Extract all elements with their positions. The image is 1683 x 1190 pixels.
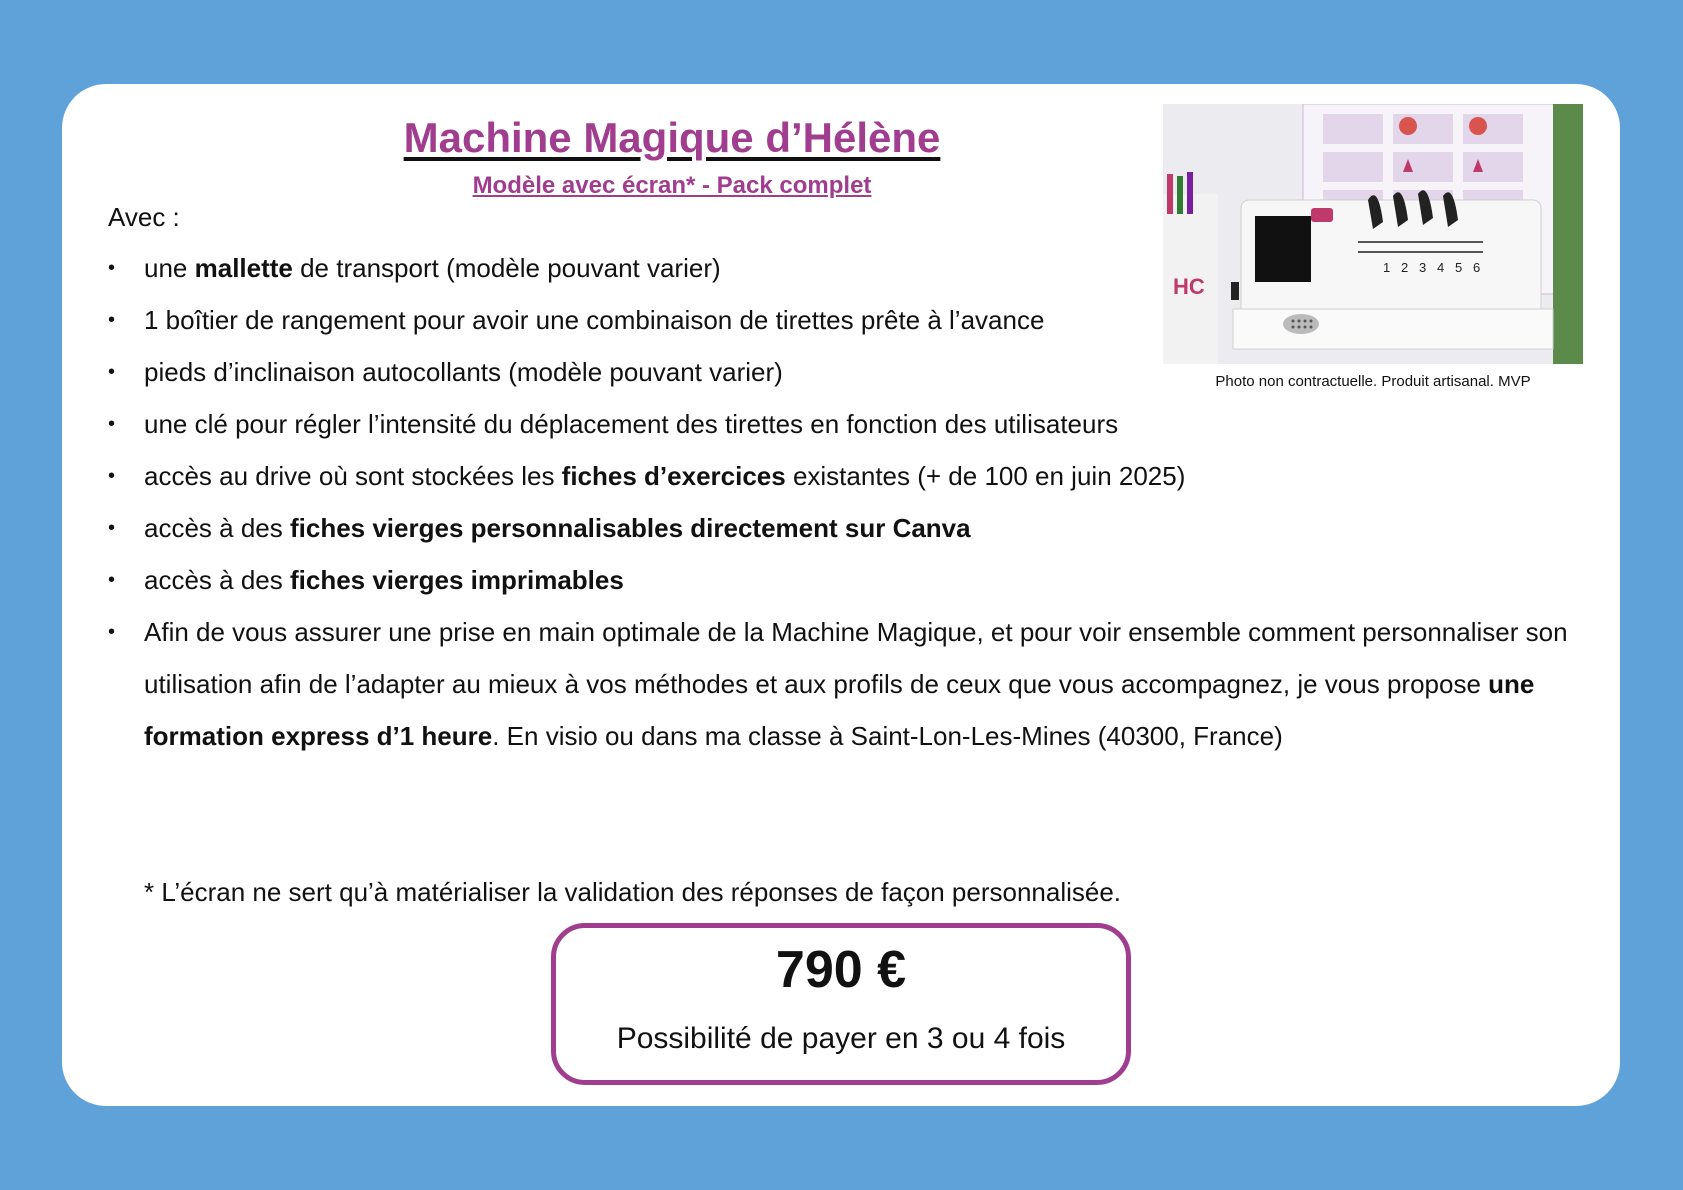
- page-subtitle: Modèle avec écran* - Pack complet: [472, 172, 872, 199]
- bullet-icon: •: [108, 465, 116, 487]
- product-photo: [1163, 104, 1583, 364]
- machine-illustration: [1163, 104, 1583, 364]
- svg-text:6: 6: [1473, 260, 1481, 275]
- bullet-icon: •: [108, 257, 116, 279]
- footnote: * L’écran ne sert qu’à matérialiser la validation des réponses de façon personnalisée.: [144, 877, 1122, 907]
- svg-text:4: 4: [1437, 260, 1445, 275]
- list-item: • 1 boîtier de rangement pour avoir une combinaison de tirettes prête à l’avance: [108, 294, 1598, 346]
- photo-caption: Photo non contractuelle. Produit artisanal. MVP: [1215, 373, 1531, 390]
- payment-option: Possibilité de payer en 3 ou 4 fois: [616, 1022, 1066, 1055]
- price-box: [551, 923, 1131, 1085]
- bullet-icon: •: [108, 361, 116, 383]
- bullet-icon: •: [108, 569, 116, 591]
- page-title: Machine Magique d’Hélène: [403, 114, 941, 161]
- list-item: • une clé pour régler l’intensité du déplacement des tirettes en fonction des utilisateurs: [108, 398, 1598, 450]
- svg-text:HC: HC: [1173, 274, 1205, 299]
- list-item: • accès à des fiches vierges personnalisables directement sur Canva: [108, 502, 1598, 554]
- bullet-icon: •: [108, 309, 116, 331]
- list-item: • pieds d’inclinaison autocollants (modèle pouvant varier): [108, 346, 1598, 398]
- list-item: • Afin de vous assurer une prise en main optimale de la Machine Magique, et pour voir ensemble comment personnaliser son utilisation afin de l’adapter au mieux à vos méthodes et aux profils de ceux que vous accompagnez, je vous propose une formation express d’1 heure. En visio ou dans ma classe à Saint-Lon-Les-Mines (40300, France): [108, 606, 1598, 762]
- list-item: • une mallette de transport (modèle pouvant varier): [108, 242, 1598, 294]
- list-item: • accès à des fiches vierges imprimables: [108, 554, 1598, 606]
- svg-text:2: 2: [1401, 260, 1409, 275]
- svg-text:5: 5: [1455, 260, 1463, 275]
- bullet-icon: •: [108, 621, 116, 643]
- list-item: • accès au drive où sont stockées les fiches d’exercices existantes (+ de 100 en juin 2025): [108, 450, 1598, 502]
- svg-text:1: 1: [1383, 260, 1391, 275]
- bullet-icon: •: [108, 517, 116, 539]
- bullet-icon: •: [108, 413, 116, 435]
- offer-card: [62, 84, 1620, 1106]
- svg-text:3: 3: [1419, 260, 1427, 275]
- price-amount: 790 €: [775, 941, 907, 999]
- intro-text: Avec :: [108, 202, 180, 232]
